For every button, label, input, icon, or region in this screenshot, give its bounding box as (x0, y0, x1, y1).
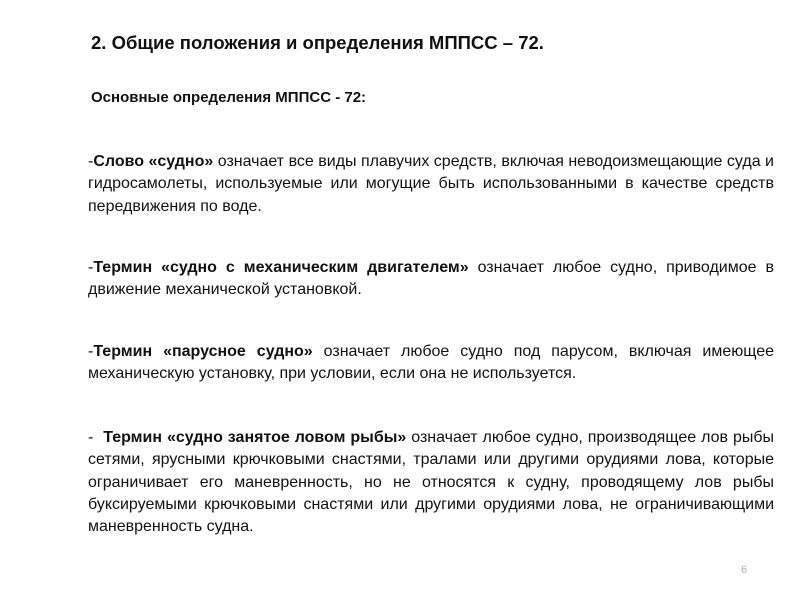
definition-sailing-vessel (88, 341, 774, 386)
page-number: 6 (741, 564, 748, 576)
definition-fishing-vessel (88, 427, 774, 538)
definition-term: Термин «судно занятое ловом рыбы» (103, 429, 407, 446)
slide-subtitle: Основные определения МППСС - 72: (91, 89, 367, 106)
definition-term: Термин «судно с механическим двигателем» (93, 259, 469, 276)
definition-term: Слово «судно» (93, 153, 214, 170)
definition-text: означает любое судно, приводимое в движение механической установкой. (88, 259, 774, 299)
definition-text: означает любое судно, производящее лов рыбы сетями, ярусными крючковыми снастями, тралами или другими орудиями лова, которые ограничивает его маневренность, но не относятся к судну, проводящему лов рыбы буксируемыми крючковыми снастями или другими орудиями лова, не ограничивающими маневренность судна. (88, 429, 775, 536)
definition-prefix: - (88, 153, 94, 170)
definition-prefix: - (88, 343, 94, 360)
slide-title: 2. Общие положения и определения МППСС – 72. (91, 32, 544, 53)
definition-power-driven-vessel (88, 257, 774, 302)
definition-vessel (88, 151, 774, 218)
definition-term: Термин «парусное судно» (93, 343, 313, 360)
definition-text: означает все виды плавучих средств, включая неводоизмещающие суда и гидросамолеты, используемые или могущие быть использованными в качестве средств передвижения по воде. (88, 153, 774, 215)
definition-prefix: - (88, 429, 104, 446)
definition-text: означает любое судно под парусом, включая имеющее механическую установку, при условии, если она не используется. (88, 343, 775, 383)
definition-prefix: - (88, 259, 94, 276)
